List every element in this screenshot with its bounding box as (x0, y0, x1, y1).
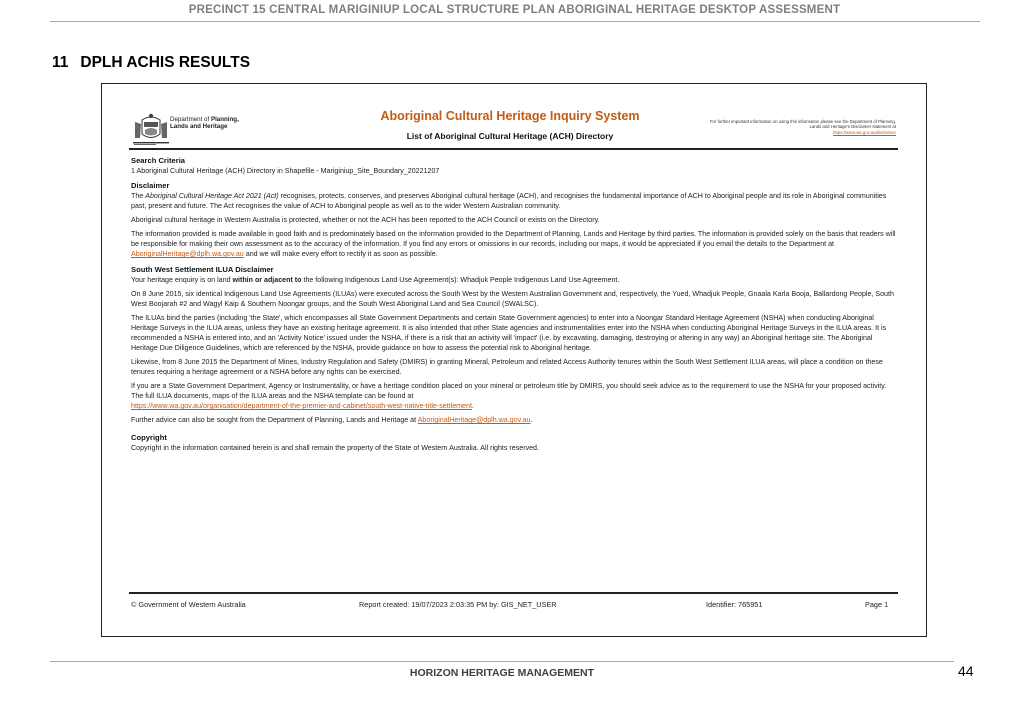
company-name: HORIZON HERITAGE MANAGEMENT (409, 667, 595, 679)
document-running-header: PRECINCT 15 CENTRAL MARIGINIUP LOCAL STRUCTURE PLAN ABORIGINAL HERITAGE DESKTOP ASSESSMENT (188, 4, 841, 16)
report-header-divider (129, 148, 898, 150)
disclaimer-paragraph-3 (131, 229, 899, 259)
disclaimer-heading: Disclaimer (131, 181, 170, 190)
section-title: DPLH ACHIS RESULTS (80, 54, 251, 71)
disclaimer-paragraph-1 (131, 191, 899, 211)
report-body (131, 156, 899, 453)
ilua-paragraph-3: The ILUAs bind the parties (including 'the State', which encompasses all State Government Departments and certain State Government agencies) to enter into a Noongar Standard Heritage Agreement (NSHA) when conducting Aboriginal Heritage Surveys in the ILUA areas, unless they have an existing heritage agreement. It is also intended that other State agencies and instrumentalities enter into the NSHA when conducting Aboriginal Heritage Surveys in the ILUA areas. It is recommended a NSHA is entered into, and an 'Activity Notice' issued under the NSHA, if there is a risk that an activity will 'impact' (i.e. by excavating, damaging, destroying or altering in any way) an Aboriginal heritage site. The Aboriginal Heritage Due Diligence Guidelines, which are referenced by the NSHA, provide guidance on how to assess the potential risk to Aboriginal heritage. (131, 314, 887, 352)
further-information-note (700, 119, 896, 135)
dept-line-2: Lands and Heritage (170, 123, 228, 130)
ilua-p5-text: If you are a State Government Department, Agency or Instrumentality, or have a heritage condition placed on your mineral or petroleum title by DMIRS, you should seek advice as to the requirement to use the NSHA for your proposed activity. The full ILUA documents, maps of the ILUA areas and the NSHA template can be found at (131, 382, 887, 400)
header-divider (50, 21, 980, 22)
wa-government-crest-logo (132, 112, 170, 146)
ilua-p1-post: the following Indigenous Land Use Agreement(s): Whadjuk People Indigenous Land Use Agreement. (303, 276, 620, 284)
report-title: Aboriginal Cultural Heritage Inquiry System (380, 109, 640, 123)
email-link[interactable]: AboriginalHeritage@dplh.wa.gov.au (131, 250, 244, 258)
search-criteria-text: 1 Aboriginal Cultural Heritage (ACH) Directory in Shapefile - Mariginiup_Site_Boundary_20221207 (131, 167, 440, 175)
ilua-paragraph-1 (131, 275, 899, 285)
disclaimer-link[interactable]: https://www.wa.gov.au/disclaimer (833, 129, 896, 135)
footer-report-page: Page 1 (865, 600, 889, 609)
footer-identifier: Identifier: 765951 (706, 600, 763, 609)
disclaimer-p1-post: recognises, protects, conserves, and preserves Aboriginal cultural heritage (ACH), and recognises the fundamental importance of ACH to Aboriginal people and its role in Aboriginal communities past, present and future. The Act recognises the value of ACH to Aboriginal people as well as to the wider Western Australian community. (131, 192, 887, 210)
disclaimer-paragraph-2: Aboriginal cultural heritage in Western Australia is protected, whether or not the ACH has been reported to the ACH Council or exists on the Directory. (131, 216, 600, 224)
ilua-p1-pre: Your heritage enquiry is on land (131, 276, 231, 284)
page-number: 44 (958, 663, 974, 679)
department-name (170, 116, 239, 130)
further-advice-text: Further advice can also be sought from the Department of Planning, Lands and Heritage at (131, 416, 417, 424)
page-footer-divider (50, 661, 954, 662)
report-footer-divider (129, 592, 898, 594)
footer-government: © Government of Western Australia (131, 600, 246, 609)
disclaimer-p1-pre: The (131, 192, 144, 200)
dept-line-1-bold: Planning, (210, 116, 239, 123)
ilua-documents-link[interactable]: https://www.wa.gov.au/organisation/department-of-the-premier-and-cabinet/south-west-native-title-settlement (131, 402, 472, 410)
ilua-paragraph-5: If you are a State Government Department, Agency or Instrumentality, or have a heritage condition placed on your mineral or petroleum title by DMIRS, you should seek advice as to the requirement to use the NSHA for your proposed activity. The full ILUA documents, maps of the ILUA areas and the NSHA template can be found at https://www.wa.gov.au/organisation/department-of-the-premier-and-cabinet/south-west-native-title-settlement. (131, 382, 887, 410)
ilua-p1-bold: within or adjacent to (232, 276, 302, 284)
section-heading (52, 54, 250, 72)
section-number: 11 (52, 54, 69, 71)
email-link-2[interactable]: AboriginalHeritage@dplh.wa.gov.au (417, 416, 531, 424)
act-name: Aboriginal Cultural Heritage Act 2021 (Act) (145, 192, 279, 200)
report-subtitle: List of Aboriginal Cultural Heritage (ACH) Directory (406, 131, 614, 141)
disclaimer-p3-post: and we will make every effort to rectify it as soon as possible. (245, 250, 438, 258)
ilua-paragraph-4: Likewise, from 8 June 2015 the Department of Mines, Industry Regulation and Safety (DMIRS) in granting Mineral, Petroleum and related Access Authority tenures within the South West Settlement ILUA areas, will place a condition on these tenures requiring a heritage agreement or a NSHA before any rights can be exercised. (131, 358, 883, 376)
dept-line-1: Department of (170, 116, 210, 123)
ilua-paragraph-2: On 8 June 2015, six identical Indigenous Land Use Agreements (ILUAs) were executed across the South West by the Western Australian Government and, respectively, the Yued, Whadjuk People, Gnaala Karla Booja, Ballardong People, South West Boojarah #2 and Wagyl Kaip & Southern Noongar groups, and the South West Aboriginal Land and Sea Council (SWALSC). (131, 290, 894, 308)
search-criteria-heading: Search Criteria (131, 156, 186, 165)
further-info-text: For further important information on using this information please see the Department of Planning, Lands and Heritage's Disclaimer statement at (709, 119, 896, 130)
ilua-heading: South West Settlement ILUA Disclaimer (131, 265, 274, 274)
footer-report-created: Report created: 19/07/2023 2:03:35 PM by: GIS_NET_USER (359, 600, 557, 609)
copyright-heading: Copyright (131, 433, 167, 442)
copyright-text: Copyright in the information contained herein is and shall remain the property of the State of Western Australia. All rights reserved. (131, 444, 539, 452)
disclaimer-p3-pre: The information provided is made available in good faith and is predominately based on the information provided to the Department of Planning, Lands and Heritage by third parties. The information is provided solely on the basis that readers will be responsible for making their own assessment as to the accuracy of the information. If you find any errors or omissions in our records, including our maps, it would be appreciated if you email the details to the Department at (131, 230, 896, 248)
further-advice-paragraph: Further advice can also be sought from the Department of Planning, Lands and Heritage at AboriginalHeritage@dplh.wa.gov.au. (131, 416, 533, 424)
